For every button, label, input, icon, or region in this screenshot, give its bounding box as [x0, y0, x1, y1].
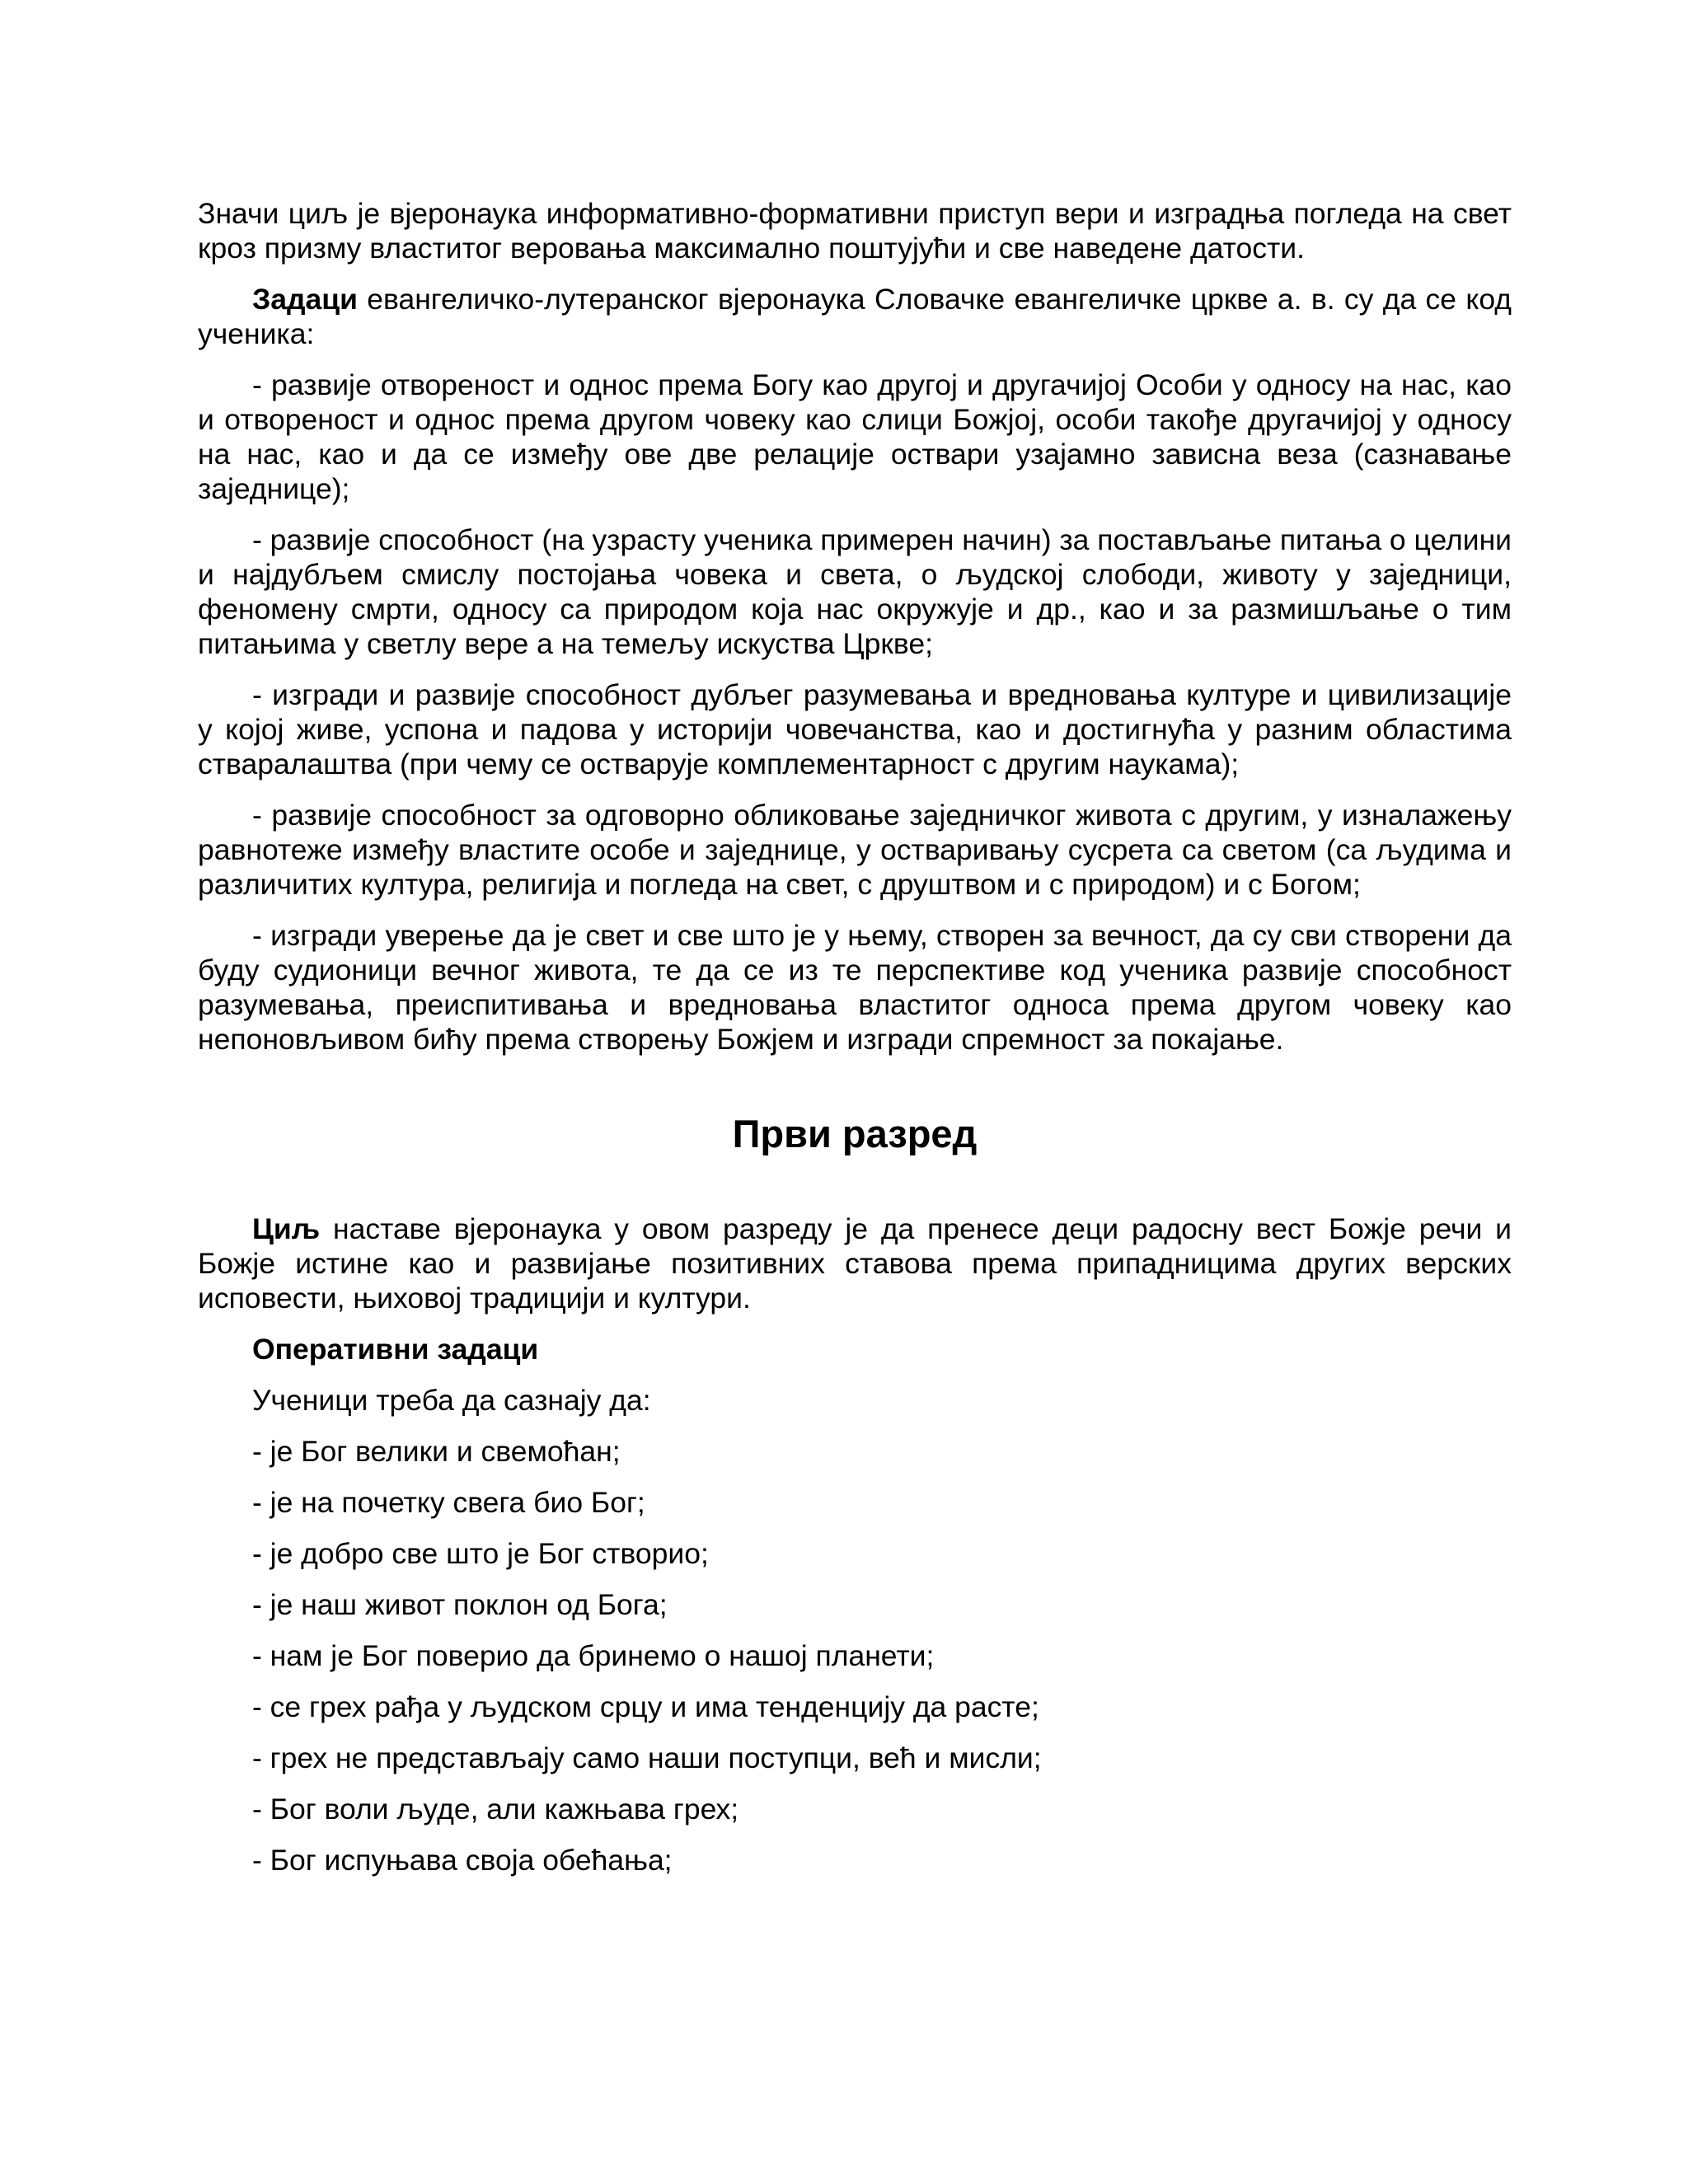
task-item: - изгради и развије способност дубљег разумевања и вредновања културе и цивилизације у којој живе, успона и падова у историји човечанства, као и достигнућа у разним областима стваралаштва (при чему се остварује комплементарност с другим наукама); [198, 678, 1512, 780]
learning-item: - је Бог велики и свемоћан; [252, 1435, 621, 1468]
learning-item: - Бог испуњава своја обећања; [252, 1844, 673, 1877]
learning-item: - је добро све што је Бог створио; [252, 1537, 709, 1570]
task-item: - развије способност (на узрасту ученика примерен начин) за постављање питања о целини и најдубљем смислу постојања човека и света, о људској слободи, животу у заједници, феномену смрти, односу са природом која нас окружује и др., као и за размишљање о тим питањима у светлу вере а на темељу искуства Цркве; [198, 523, 1512, 660]
operative-tasks-heading: Оперативни задаци [252, 1333, 539, 1366]
students-intro: Ученици треба да сазнају да: [252, 1384, 651, 1417]
learning-item: - грех не представљају само наши поступци, већ и мисли; [252, 1741, 1042, 1774]
learning-item: - је наш живот поклон од Бога; [252, 1588, 668, 1621]
goal-text: наставе вјеронаука у овом разреду је да пренесе деци радосну вест Божје речи и Божје истине као и развијање позитивних ставова према припадницима других верских исповести, њиховој традицији и култури. [198, 1212, 1512, 1315]
learning-item: - нам је Бог поверио да бринемо о нашој планети; [252, 1639, 935, 1672]
learning-item: - Бог воли људе, али кажњава грех; [252, 1793, 739, 1825]
goal-paragraph [198, 1212, 1512, 1315]
tasks-paragraph [198, 282, 1512, 351]
task-item: - развије способност за одговорно обликовање заједничког живота с другим, у изналажењу равнотеже између властите особе и заједнице, у остваривању сусрета са светом (са људима и различитих култура, религија и погледа на свет, с друштвом и с природом) и с Богом; [198, 799, 1512, 901]
intro-paragraph: Значи циљ је вјеронаука информативно-формативни приступ вери и изградња погледа на свет кроз призму властитог веровања максимално поштујући и све наведене датости. [198, 197, 1512, 265]
task-item: - изгради уверење да је свет и све што је у њему, створен за вечност, да су сви створени да буду судионици вечног живота, те да се из те перспективе код ученика развије способност разумевања, преиспитивања и вредновања властитог односа према другом човеку као непоновљивом бићу према створењу Божјем и изгради спремност за покајање. [198, 919, 1512, 1056]
learning-item: - је на почетку свега био Бог; [252, 1486, 645, 1519]
section-title: Први разред [732, 1112, 978, 1155]
tasks-label: Задаци [252, 283, 358, 316]
task-item: - развије отвореност и однос према Богу као другој и другачијој Особи у односу на нас, као и отвореност и однос према другом човеку као слици Божјој, особи такође другачијој у односу на нас, као и да се између ове две релације оствари узајамно зависна веза (сазнавање заједнице); [198, 368, 1512, 505]
document-page [198, 196, 1512, 1894]
goal-label: Циљ [252, 1212, 321, 1245]
learning-item: - се грех рађа у људском срцу и има тенденцију да расте; [252, 1690, 1039, 1723]
tasks-text: евангеличко-лутеранског вјеронаука Словачке евангеличке цркве а. в. су да се код ученика: [198, 283, 1512, 350]
